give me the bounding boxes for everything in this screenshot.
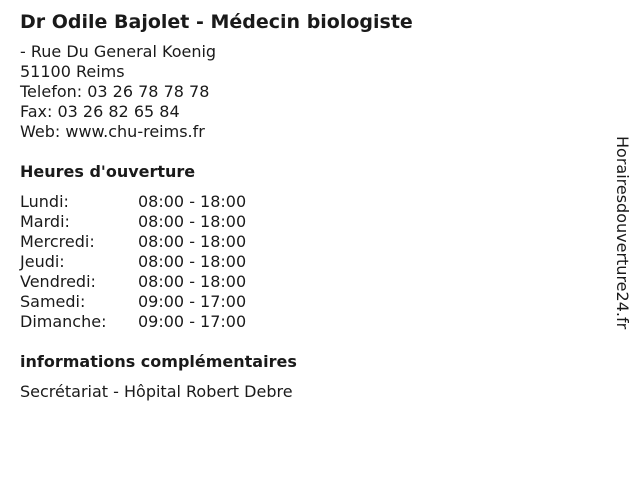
info-text: Secrétariat - Hôpital Robert Debre — [20, 382, 293, 401]
hours-heading: Heures d'ouverture — [20, 162, 196, 181]
hours-day: Mardi: — [20, 212, 70, 231]
hours-day: Jeudi: — [20, 252, 65, 271]
hours-time: 09:00 - 17:00 — [138, 312, 247, 331]
website-link[interactable]: Web: www.chu-reims.fr — [20, 122, 205, 141]
hours-row — [20, 312, 600, 332]
hours-time: 08:00 - 18:00 — [138, 212, 247, 231]
hours-row — [20, 272, 600, 292]
hours-time: 08:00 - 18:00 — [138, 272, 247, 291]
page-title: Dr Odile Bajolet - Médecin biologiste — [20, 11, 413, 33]
info-heading: informations complémentaires — [20, 352, 297, 371]
hours-time: 08:00 - 18:00 — [138, 232, 247, 251]
hours-day: Mercredi: — [20, 232, 95, 251]
phone-number[interactable]: Telefon: 03 26 78 78 78 — [20, 82, 210, 101]
hours-day: Lundi: — [20, 192, 69, 211]
hours-day: Dimanche: — [20, 312, 107, 331]
fax-number: Fax: 03 26 82 65 84 — [20, 102, 180, 121]
hours-row — [20, 252, 600, 272]
hours-time: 08:00 - 18:00 — [138, 252, 247, 271]
hours-day: Samedi: — [20, 292, 86, 311]
hours-row — [20, 192, 600, 212]
address-street: - Rue Du General Koenig — [20, 42, 217, 61]
opening-hours-table — [20, 192, 600, 332]
hours-time: 09:00 - 17:00 — [138, 292, 247, 311]
address-block — [20, 42, 600, 142]
hours-row — [20, 212, 600, 232]
hours-row — [20, 292, 600, 312]
business-card — [20, 10, 600, 402]
hours-row — [20, 232, 600, 252]
hours-time: 08:00 - 18:00 — [138, 192, 247, 211]
brand-watermark: Horairesdouverture24.fr — [613, 136, 632, 330]
hours-day: Vendredi: — [20, 272, 96, 291]
address-city: 51100 Reims — [20, 62, 125, 81]
